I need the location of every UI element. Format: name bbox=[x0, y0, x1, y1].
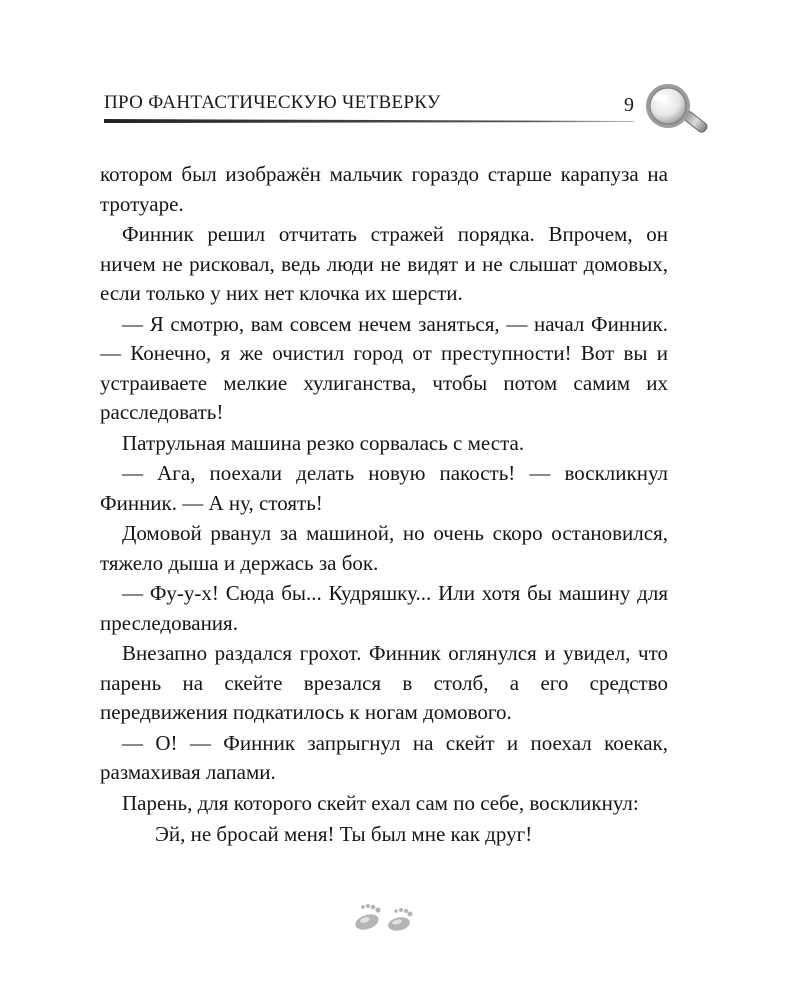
paragraph: Домовой рванул за машиной, но очень скоро остановился, тяжело дыша и держась за бок. bbox=[100, 521, 668, 575]
paragraph: Патрульная машина резко сорвалась с места. bbox=[122, 430, 525, 455]
paragraph: Парень, для которого скейт ехал сам по себе, воскликнул: bbox=[122, 790, 639, 815]
paragraph: Финник решил отчитать стражей порядка. Впрочем, он ничем не рисковал, ведь люди не видят и не слышат домовых, если только у них нет клочка их шерсти. bbox=[100, 222, 668, 305]
paragraph: — О! — Финник запрыгнул на скейт и поехал коекак, размахивая лапами. bbox=[100, 730, 668, 784]
paragraph: котором был изображён мальчик гораздо старше карапуза на тротуаре. bbox=[100, 162, 668, 216]
paragraph: — Фу-у-х! Сюда бы... Кудряшку... Или хотя бы машину для преследования. bbox=[100, 581, 668, 635]
footprints-icon bbox=[345, 898, 425, 936]
page-number: 9 bbox=[624, 94, 634, 116]
magnifier-icon bbox=[640, 80, 712, 136]
paragraph: Внезапно раздался грохот. Финник оглянулся и увидел, что парень на скейте врезался в столб, а его средство передвижения подкатилось к ногам домового. bbox=[100, 641, 668, 724]
paragraph: Эй, не бросай меня! Ты был мне как друг! bbox=[155, 822, 533, 846]
running-title: ПРО ФАНТАСТИЧЕСКУЮ ЧЕТВЕРКУ bbox=[104, 92, 441, 113]
header-rule bbox=[104, 119, 634, 125]
text-body bbox=[100, 160, 668, 850]
paragraph: — Я смотрю, вам совсем нечем заняться, — начал Финник. — Конечно, я же очистил город от преступности! Вот вы и устраиваете мелкие хулиганства, чтобы потом самим их расследовать! bbox=[100, 311, 668, 424]
paragraph: — Ага, поехали делать новую пакость! — воскликнул Финник. — А ну, стоять! bbox=[100, 461, 668, 515]
